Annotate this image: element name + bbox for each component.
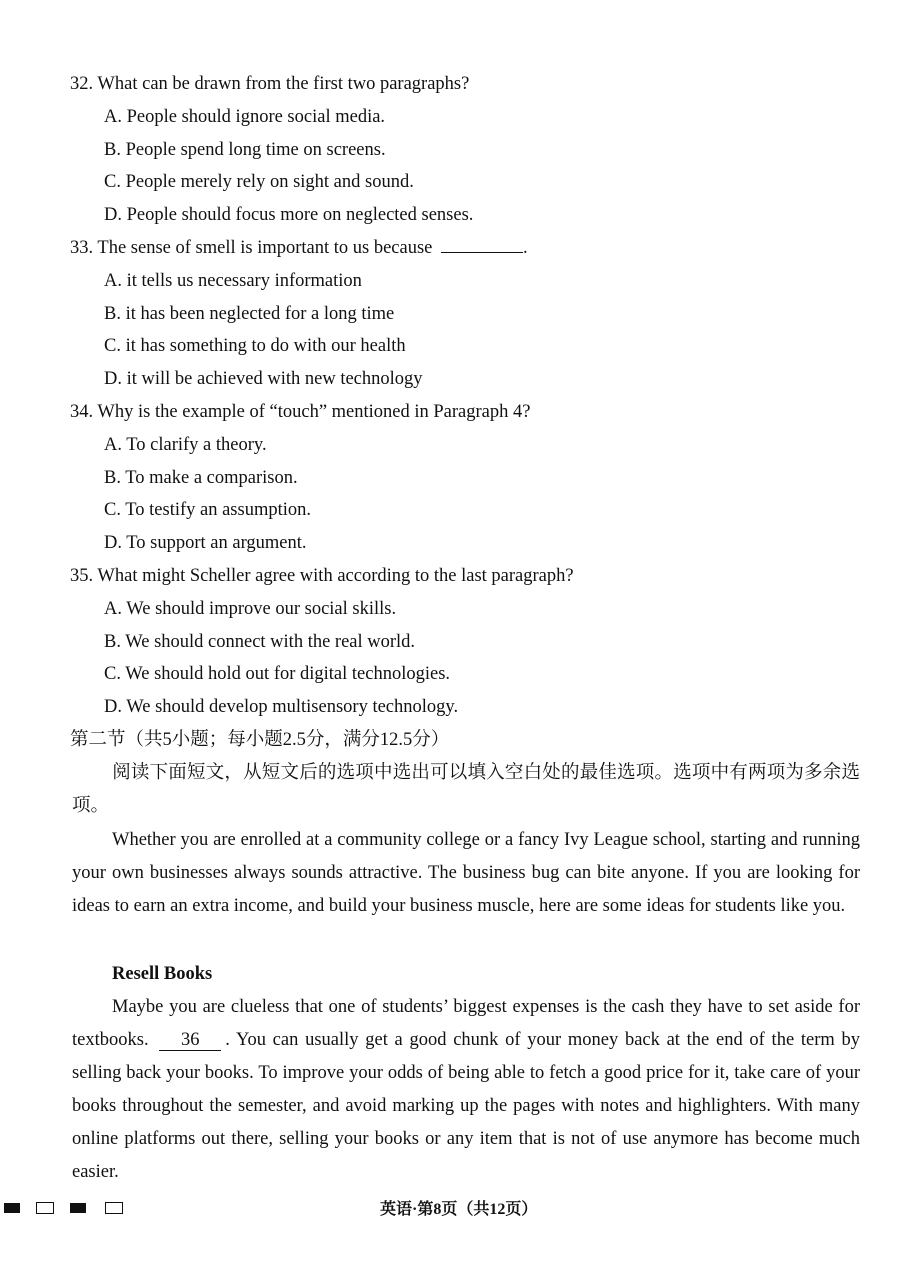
paragraph-text-after-blank: . You can usually get a good chunk of your money back at the end of the term by selling back your books. To improve your odds of being able to fetch a good price for it, take care of your books throughout the semester, and avoid marking up the pages with notes and highlighters. With many online platforms out there, selling your books or any item that is not of use anymore has become much easier. xyxy=(72,1030,860,1182)
empty-square-mark xyxy=(36,1202,54,1214)
paragraph-text-before-blank: Maybe you are clueless that one of students’ biggest expenses is the cash they have to set aside for textbooks. xyxy=(72,997,860,1050)
section-heading: 第二节（共5小题；每小题2.5分，满分12.5分） xyxy=(70,730,450,750)
filled-square-mark xyxy=(70,1203,86,1213)
question-33-option-b: B. it has been neglected for a long time xyxy=(104,304,395,324)
question-33-stem-line xyxy=(70,236,528,260)
question-33-option-c: C. it has something to do with our health xyxy=(104,336,406,356)
blank-36: 36 xyxy=(159,1030,221,1051)
filled-square-mark xyxy=(4,1203,20,1213)
question-33-option-a: A. it tells us necessary information xyxy=(104,271,362,291)
question-32-option-b: B. People spend long time on screens. xyxy=(104,140,386,160)
question-34-option-c: C. To testify an assumption. xyxy=(104,500,311,520)
question-34-stem: 34. Why is the example of “touch” mentioned in Paragraph 4? xyxy=(70,402,531,422)
subheading-resell-books: Resell Books xyxy=(112,964,213,984)
resell-books-paragraph xyxy=(72,991,860,1189)
question-34-option-d: D. To support an argument. xyxy=(104,533,307,553)
question-33-stem: 33. The sense of smell is important to us because xyxy=(70,238,433,258)
question-35-option-d: D. We should develop multisensory technology. xyxy=(104,697,459,717)
question-33-stem-end: . xyxy=(523,238,528,258)
question-34-option-b: B. To make a comparison. xyxy=(104,468,298,488)
empty-square-mark xyxy=(105,1202,123,1214)
question-33-option-d: D. it will be achieved with new technology xyxy=(104,369,423,389)
question-35-option-a: A. We should improve our social skills. xyxy=(104,599,397,619)
section-instruction-text: 阅读下面短文，从短文后的选项中选出可以填入空白处的最佳选项。选项中有两项为多余选项。 xyxy=(72,763,860,816)
question-32-option-d: D. People should focus more on neglected senses. xyxy=(104,205,474,225)
intro-paragraph xyxy=(72,824,860,923)
question-34-option-a: A. To clarify a theory. xyxy=(104,435,267,455)
page-number-label: 英语·第8页（共12页） xyxy=(380,1201,538,1218)
question-35-option-c: C. We should hold out for digital technologies. xyxy=(104,664,451,684)
question-32-option-a: A. People should ignore social media. xyxy=(104,107,386,127)
question-35-option-b: B. We should connect with the real world. xyxy=(104,632,416,652)
question-32-stem: 32. What can be drawn from the first two paragraphs? xyxy=(70,74,470,94)
answer-blank xyxy=(441,236,523,253)
question-35-stem: 35. What might Scheller agree with according to the last paragraph? xyxy=(70,566,574,586)
question-32-option-c: C. People merely rely on sight and sound. xyxy=(104,172,414,192)
section-instruction xyxy=(72,757,860,823)
intro-paragraph-text: Whether you are enrolled at a community college or a fancy Ivy League school, starting and running your own businesses always sounds attractive. The business bug can bite anyone. If you are looking for ideas to earn an extra income, and build your business muscle, here are some ideas for students like you. xyxy=(72,830,860,916)
